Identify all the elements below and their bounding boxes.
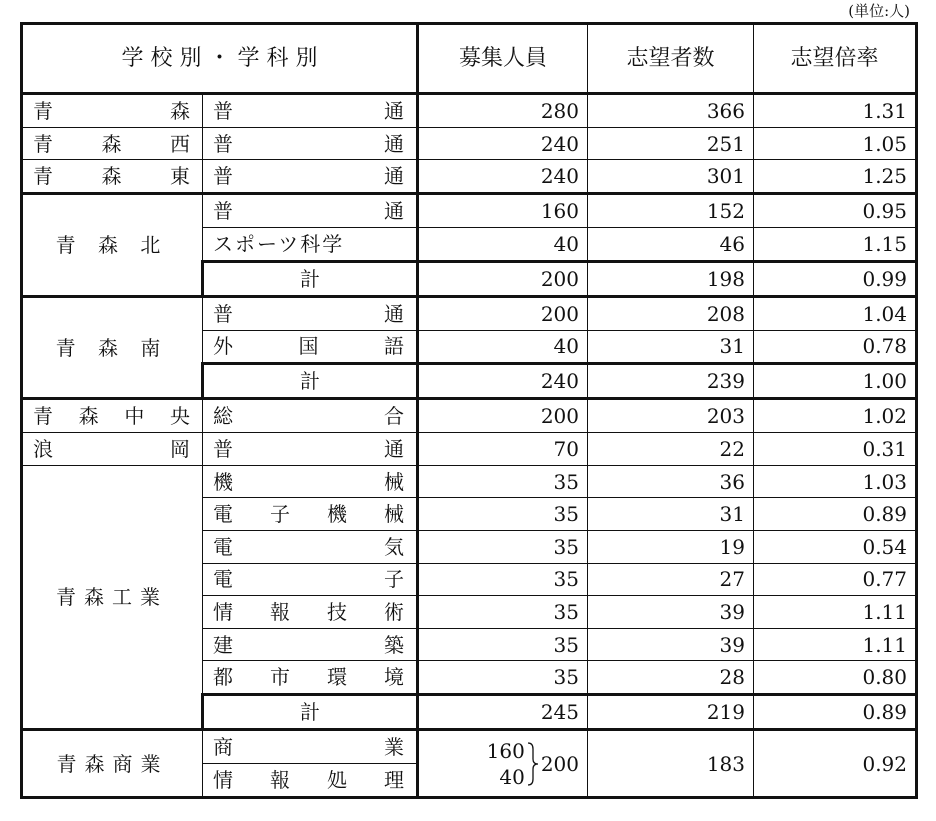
table-row [22,433,917,466]
capacity-cell: 35 [418,498,588,531]
ratio-cell: 1.11 [754,596,917,629]
capacity-cell: 40 [418,228,588,262]
table-row [22,399,917,433]
capacity-cell: 35 [418,596,588,629]
school-name: 青 森 [22,94,203,128]
school-name: 青 森 北 [22,194,203,297]
capacity-sub-value: 40 [499,764,525,789]
admission-table [20,22,918,799]
applicants-cell: 152 [588,194,754,228]
school-name: 青森中央 [22,399,203,433]
ratio-cell: 1.04 [754,296,917,330]
school-name: 青森商業 [22,730,203,798]
ratio-cell: 1.31 [754,94,917,128]
capacity-cell: 160 [418,194,588,228]
subtotal-label: 計 [203,261,418,296]
applicants-cell: 31 [588,330,754,364]
capacity-cell: 200 [418,261,588,296]
capacity-cell: 40 [418,330,588,364]
capacity-cell: 35 [418,465,588,498]
capacity-cell: 35 [418,530,588,563]
dept-name: 普 通 [203,94,418,128]
dept-name: 普 通 [203,433,418,466]
school-name: 浪 岡 [22,433,203,466]
table-row [22,730,917,764]
header-capacity: 募集人員 [418,24,588,94]
dept-name: スポーツ科学 [203,228,418,262]
dept-name: 普 通 [203,127,418,160]
header-ratio: 志望倍率 [754,24,917,94]
ratio-cell: 1.05 [754,127,917,160]
applicants-cell: 27 [588,563,754,596]
ratio-cell: 1.02 [754,399,917,433]
dept-name: 普 通 [203,296,418,330]
applicants-cell: 39 [588,628,754,661]
ratio-cell: 0.99 [754,261,917,296]
ratio-cell: 0.89 [754,695,917,730]
applicants-cell: 22 [588,433,754,466]
table-row [22,194,917,228]
applicants-cell: 39 [588,596,754,629]
school-name: 青 森 東 [22,160,203,194]
capacity-cell: 35 [418,628,588,661]
table-row [22,127,917,160]
applicants-cell: 36 [588,465,754,498]
applicants-cell: 208 [588,296,754,330]
ratio-cell: 0.80 [754,661,917,695]
applicants-cell: 219 [588,695,754,730]
capacity-sub-value: 160 [486,738,525,763]
capacity-cell [418,730,588,798]
ratio-cell: 0.89 [754,498,917,531]
ratio-cell: 0.95 [754,194,917,228]
dept-name: 商 業 [203,730,418,764]
applicants-cell: 46 [588,228,754,262]
applicants-cell: 251 [588,127,754,160]
capacity-cell: 240 [418,127,588,160]
table-row [22,160,917,194]
ratio-cell: 0.78 [754,330,917,364]
ratio-cell: 1.25 [754,160,917,194]
dept-name: 情報技術 [203,596,418,629]
ratio-cell: 1.00 [754,364,917,399]
ratio-cell: 1.03 [754,465,917,498]
applicants-cell: 301 [588,160,754,194]
capacity-cell: 70 [418,433,588,466]
school-name: 青 森 西 [22,127,203,160]
ratio-cell: 0.54 [754,530,917,563]
dept-name: 電子機械 [203,498,418,531]
dept-name: 普 通 [203,160,418,194]
applicants-cell: 183 [588,730,754,798]
applicants-cell: 198 [588,261,754,296]
applicants-cell: 19 [588,530,754,563]
unit-note: (単位:人) [848,2,910,20]
school-name: 青森工業 [22,465,203,730]
dept-name: 建 築 [203,628,418,661]
brace-icon [527,741,539,787]
applicants-cell: 366 [588,94,754,128]
capacity-total-value: 200 [540,751,579,776]
dept-name: 電 気 [203,530,418,563]
header-applicants: 志望者数 [588,24,754,94]
capacity-cell: 240 [418,160,588,194]
capacity-cell: 200 [418,399,588,433]
applicants-cell: 239 [588,364,754,399]
dept-name: 外 国 語 [203,330,418,364]
capacity-cell: 35 [418,563,588,596]
ratio-cell: 1.11 [754,628,917,661]
capacity-cell: 200 [418,296,588,330]
capacity-cell: 240 [418,364,588,399]
subtotal-label: 計 [203,364,418,399]
applicants-cell: 28 [588,661,754,695]
header-school-dept: 学 校 別 ・ 学 科 別 [22,24,418,94]
dept-name: 情報処理 [203,764,418,798]
capacity-cell: 280 [418,94,588,128]
table-row [22,296,917,330]
applicants-cell: 203 [588,399,754,433]
header-row [22,24,917,94]
table-row [22,94,917,128]
dept-name: 電 子 [203,563,418,596]
dept-name: 機 械 [203,465,418,498]
ratio-cell: 0.31 [754,433,917,466]
dept-name: 普 通 [203,194,418,228]
school-name: 青 森 南 [22,296,203,399]
ratio-cell: 1.15 [754,228,917,262]
ratio-cell: 0.77 [754,563,917,596]
dept-name: 都市環境 [203,661,418,695]
dept-name: 総 合 [203,399,418,433]
table-row [22,465,917,498]
capacity-cell: 245 [418,695,588,730]
applicants-cell: 31 [588,498,754,531]
ratio-cell: 0.92 [754,730,917,798]
subtotal-label: 計 [203,695,418,730]
capacity-cell: 35 [418,661,588,695]
